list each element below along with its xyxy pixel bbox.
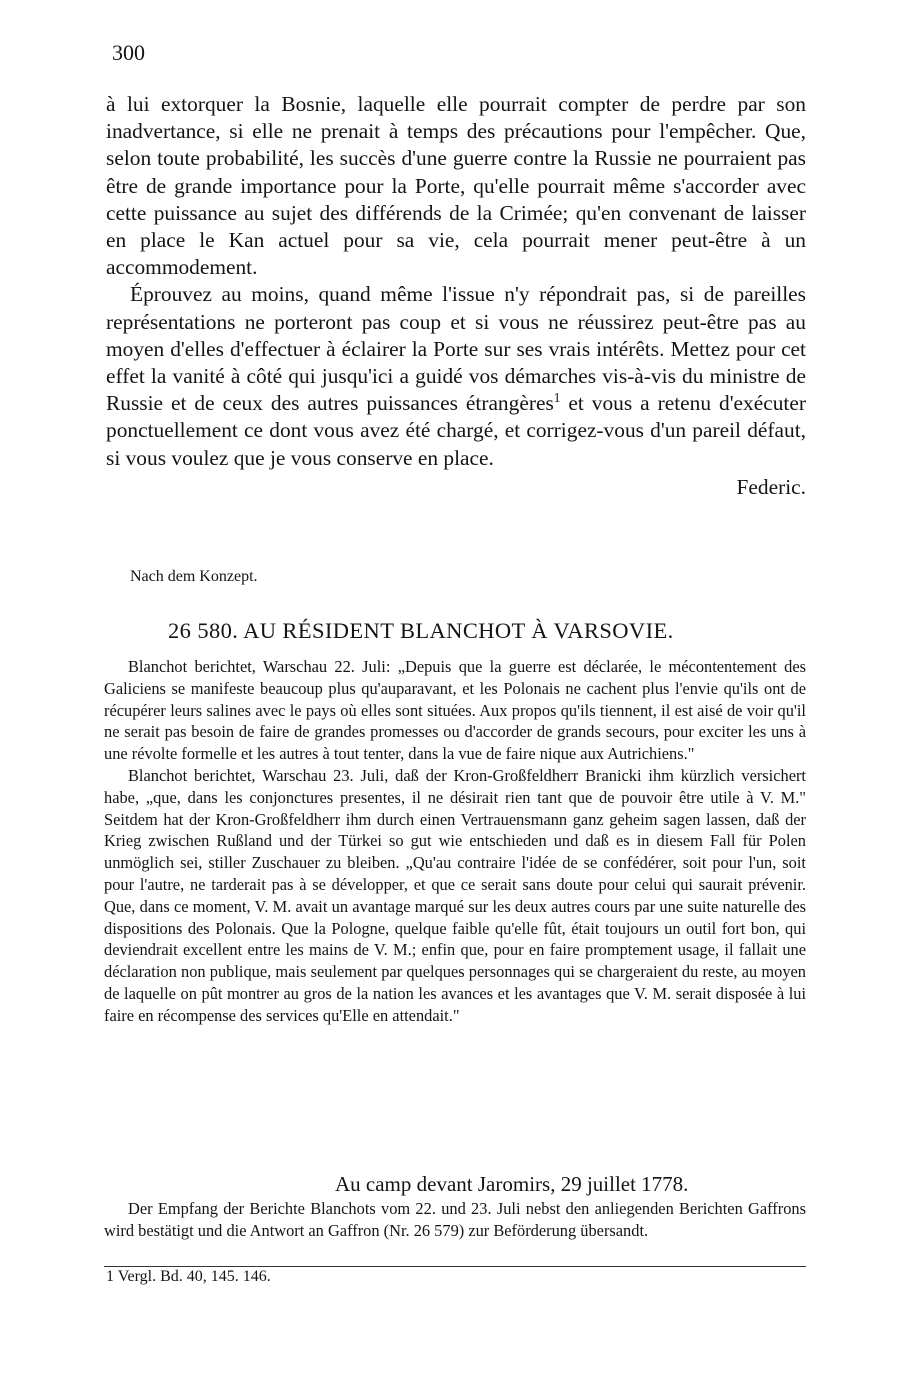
report-paragraph-1: Blanchot berichtet, Warschau 22. Juli: „Depuis que la guerre est déclarée, le mécontentement des Galiciens se manifeste beaucoup plus qu'auparavant, et les Polonais ne cachent plus l'envie qu'ils ont de récupérer leurs salines avec le pays où elles sont situées. Aux propos qu'ils tiennent, il est aisé de voir qu'il ne serait pas besoin de faire de grandes promesses ou d'accorder de grands secours, pour exciter les uns à une révolte formelle et les autres à tout tenter, dans la vue de faire nique aux Autrichiens." xyxy=(104,657,806,764)
closing-note xyxy=(104,1198,806,1242)
closing-note-text: Der Empfang der Berichte Blanchots vom 22. und 23. Juli nebst den anliegenden Berichten Gaffrons wird bestätigt und die Antwort an Gaffron (Nr. 26 579) zur Beförderung übersandt. xyxy=(104,1199,806,1240)
source-note: Nach dem Konzept. xyxy=(130,568,258,585)
report-paragraph-2: Blanchot berichtet, Warschau 23. Juli, daß der Kron-Großfeldherr Branicki ihm kürzlich versichert habe, „que, dans les conjonctures presentes, il ne désirait rien tant que de pouvoir être utile à V. M." Seitdem hat der Kron-Großfeldherr ihm durch einen Vertrauensmann ganz geheim sagen lassen, daß der Krieg zwischen Rußland und der Türkei so gut wie entschieden und daß es in diesem Fall für Polen unmöglich sei, stiller Zuschauer zu bleiben. „Qu'au contraire l'idée de se confédérer, soit pour l'un, soit pour l'autre, ne tarderait pas à se développer, et que ce serait sans doute pour celui qui saurait prévenir. Que, dans ce moment, V. M. avait un avantage marqué sur les deux autres cours par une suite naturelle des dispositions des Polonais. Que la Pologne, quelque faible qu'elle fût, était toujours un outil fort bon, qui deviendrait excellent entre les mains de V. M.; enfin que, pour en faire promptement usage, il fallait une déclaration non publique, mais seulement par quelques personnages qui se chargeraient du reste, au moyen de laquelle on pût montrer au gros de la nation les avances et les avantages que V. M. serait disposée à lui faire en récompense des services qu'Elle en attendait." xyxy=(104,765,806,1025)
letter-paragraph-2-part-1: Éprouvez au moins, quand même l'issue n'y répondrait pas, si de pareilles représentations ne porteront pas coup et si vous ne réussirez peut-être pas au moyen d'elles d'effectuer à éclairer la Porte sur ses vrais intérêts. Mettez pour cet effet la vanité à côté qui jusqu'ici a guidé vos démarches vis-à-vis du ministre de Russie et de ceux des autres puissances étrangères xyxy=(106,282,806,416)
footnote: 1 Vergl. Bd. 40, 145. 146. xyxy=(106,1268,271,1285)
footnote-marker: 1 xyxy=(553,390,561,406)
document-heading: 26 580. AU RÉSIDENT BLANCHOT À VARSOVIE. xyxy=(168,618,674,643)
letter-paragraph-2-part-2: et vous a retenu d'exécuter ponctuellement ce dont vous avez été chargé, et corrigez-vous d'un pareil défaut, si vous voulez que je vous conserve en place. xyxy=(106,391,806,470)
page-number: 300 xyxy=(112,40,145,65)
letter-body xyxy=(106,91,806,501)
letter-paragraph-1: à lui extorquer la Bosnie, laquelle elle pourrait compter de perdre par son inadvertance, si elle ne prenait à temps des précautions pour l'empêcher. Que, selon toute probabilité, les succès d'une guerre contre la Russie ne pourraient pas être de grande importance pour la Porte, qu'elle pourrait même s'accorder avec cette puissance au sujet des différends de la Crimée; qu'en convenant de laisser en place le Kan actuel pour sa vie, cela pourrait mener peut-être à un accommodement. xyxy=(106,92,806,280)
signature: Federic. xyxy=(736,474,806,499)
reports-section xyxy=(104,656,806,1027)
footnote-divider xyxy=(104,1266,806,1267)
dateline: Au camp devant Jaromirs, 29 juillet 1778. xyxy=(335,1172,689,1196)
letter-paragraph-2 xyxy=(106,281,806,471)
